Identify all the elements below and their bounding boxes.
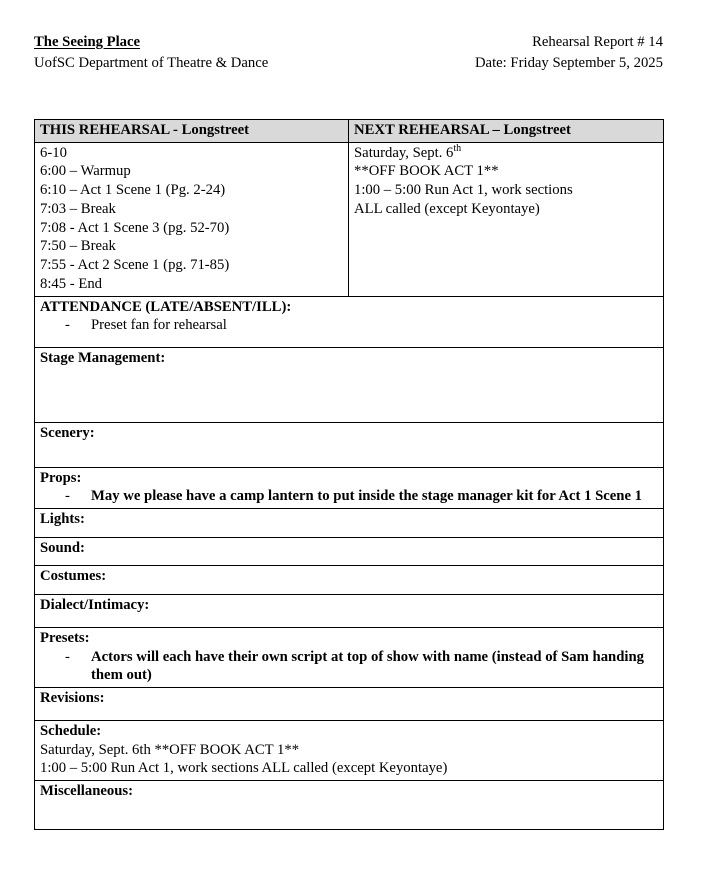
- letterhead: [34, 33, 663, 73]
- section-label: Costumes:: [40, 568, 107, 585]
- section-lights: [35, 509, 664, 538]
- table-row: [35, 688, 664, 721]
- next-rehearsal-schedule-cell: [349, 142, 664, 296]
- section-costumes: [35, 566, 664, 595]
- report-number: Rehearsal Report # 14: [532, 34, 663, 50]
- this-rehearsal-schedule-cell: [35, 142, 349, 296]
- ordinal-suffix: th: [453, 142, 462, 154]
- section-scenery: [35, 422, 664, 467]
- schedule-line: 7:03 – Break: [40, 200, 116, 217]
- bullet-dash-icon: -: [65, 488, 70, 505]
- rehearsal-report-table: [34, 119, 664, 830]
- schedule-line: 6:00 – Warmup: [40, 163, 131, 180]
- table-row: [35, 781, 664, 830]
- next-rehearsal-header: NEXT REHEARSAL – Longstreet: [349, 120, 664, 143]
- section-blank-area[interactable]: [40, 801, 659, 827]
- table-row: [35, 566, 664, 595]
- this-rehearsal-header: THIS REHEARSAL - Longstreet: [35, 120, 349, 143]
- bullet-label: Actors will each have their own script at top of show with name (instead of Sam handing them out): [91, 648, 644, 684]
- table-row: [35, 142, 664, 296]
- section-blank-area[interactable]: [40, 615, 659, 625]
- table-row: [35, 296, 664, 347]
- section-label: Schedule:: [40, 722, 102, 739]
- bullet-item: [40, 316, 659, 335]
- report-date: Date: Friday September 5, 2025: [474, 55, 663, 72]
- section-label: Props:: [40, 469, 82, 486]
- section-blank-area[interactable]: [40, 708, 659, 718]
- section-presets: [35, 627, 664, 687]
- next-rehearsal-date-text: Saturday, Sept. 6: [354, 144, 454, 161]
- section-blank-area[interactable]: [40, 529, 659, 535]
- section-stage-management: [35, 348, 664, 423]
- company-title: The Seeing Place: [34, 34, 141, 50]
- table-row: [35, 720, 664, 780]
- schedule-line: 7:08 - Act 1 Scene 3 (pg. 52-70): [40, 219, 230, 236]
- section-blank-area[interactable]: [40, 557, 659, 563]
- section-blank-area[interactable]: [40, 586, 659, 592]
- section-label: Scenery:: [40, 424, 95, 441]
- section-revisions: [35, 688, 664, 721]
- department-name: UofSC Department of Theatre & Dance: [34, 55, 269, 72]
- bullet-dash-icon: -: [65, 648, 70, 665]
- next-rehearsal-line: **OFF BOOK ACT 1**: [354, 163, 499, 180]
- section-spacer: [40, 335, 659, 345]
- section-label: Revisions:: [40, 690, 105, 707]
- table-row: [35, 537, 664, 566]
- next-rehearsal-line: ALL called (except Keyontaye): [354, 200, 540, 217]
- section-dialect-intimacy: [35, 595, 664, 628]
- section-label: Stage Management:: [40, 350, 166, 367]
- section-sound: [35, 537, 664, 566]
- schedule-line: 7:55 - Act 2 Scene 1 (pg. 71-85): [40, 257, 230, 274]
- next-rehearsal-line: 1:00 – 5:00 Run Act 1, work sections: [354, 182, 573, 199]
- letterhead-row-primary: [34, 33, 663, 52]
- table-row: [35, 627, 664, 687]
- table-row: [35, 422, 664, 467]
- section-label: Miscellaneous:: [40, 783, 134, 800]
- table-row: [35, 509, 664, 538]
- bullet-item: [40, 648, 659, 685]
- letterhead-row-secondary: [34, 54, 663, 73]
- section-blank-area[interactable]: [40, 443, 659, 465]
- schedule-line: 6:10 – Act 1 Scene 1 (Pg. 2-24): [40, 182, 226, 199]
- bullet-dash-icon: -: [65, 317, 70, 334]
- section-schedule: [35, 720, 664, 780]
- section-label: Sound:: [40, 539, 85, 556]
- table-header-row: [35, 120, 664, 143]
- schedule-detail-line: Saturday, Sept. 6th **OFF BOOK ACT 1**: [40, 741, 300, 758]
- table-row: [35, 348, 664, 423]
- bullet-label: Preset fan for rehearsal: [91, 317, 227, 334]
- bullet-label: May we please have a camp lantern to put inside the stage manager kit for Act 1 Scene 1: [91, 488, 643, 505]
- table-row: [35, 467, 664, 508]
- section-label: Presets:: [40, 629, 90, 646]
- schedule-line: 6-10: [40, 144, 67, 161]
- section-label: Lights:: [40, 511, 85, 528]
- section-miscellaneous: [35, 781, 664, 830]
- section-attendance: [35, 296, 664, 347]
- section-props: [35, 467, 664, 508]
- bullet-item: [40, 487, 659, 506]
- schedule-detail-line: 1:00 – 5:00 Run Act 1, work sections ALL called (except Keyontaye): [40, 760, 448, 777]
- section-label: ATTENDANCE (LATE/ABSENT/ILL):: [40, 298, 292, 315]
- section-label: Dialect/Intimacy:: [40, 597, 150, 614]
- section-blank-area[interactable]: [40, 368, 659, 420]
- schedule-line: 8:45 - End: [40, 275, 103, 292]
- schedule-line: 7:50 – Break: [40, 238, 116, 255]
- next-rehearsal-date: [354, 144, 659, 163]
- table-row: [35, 595, 664, 628]
